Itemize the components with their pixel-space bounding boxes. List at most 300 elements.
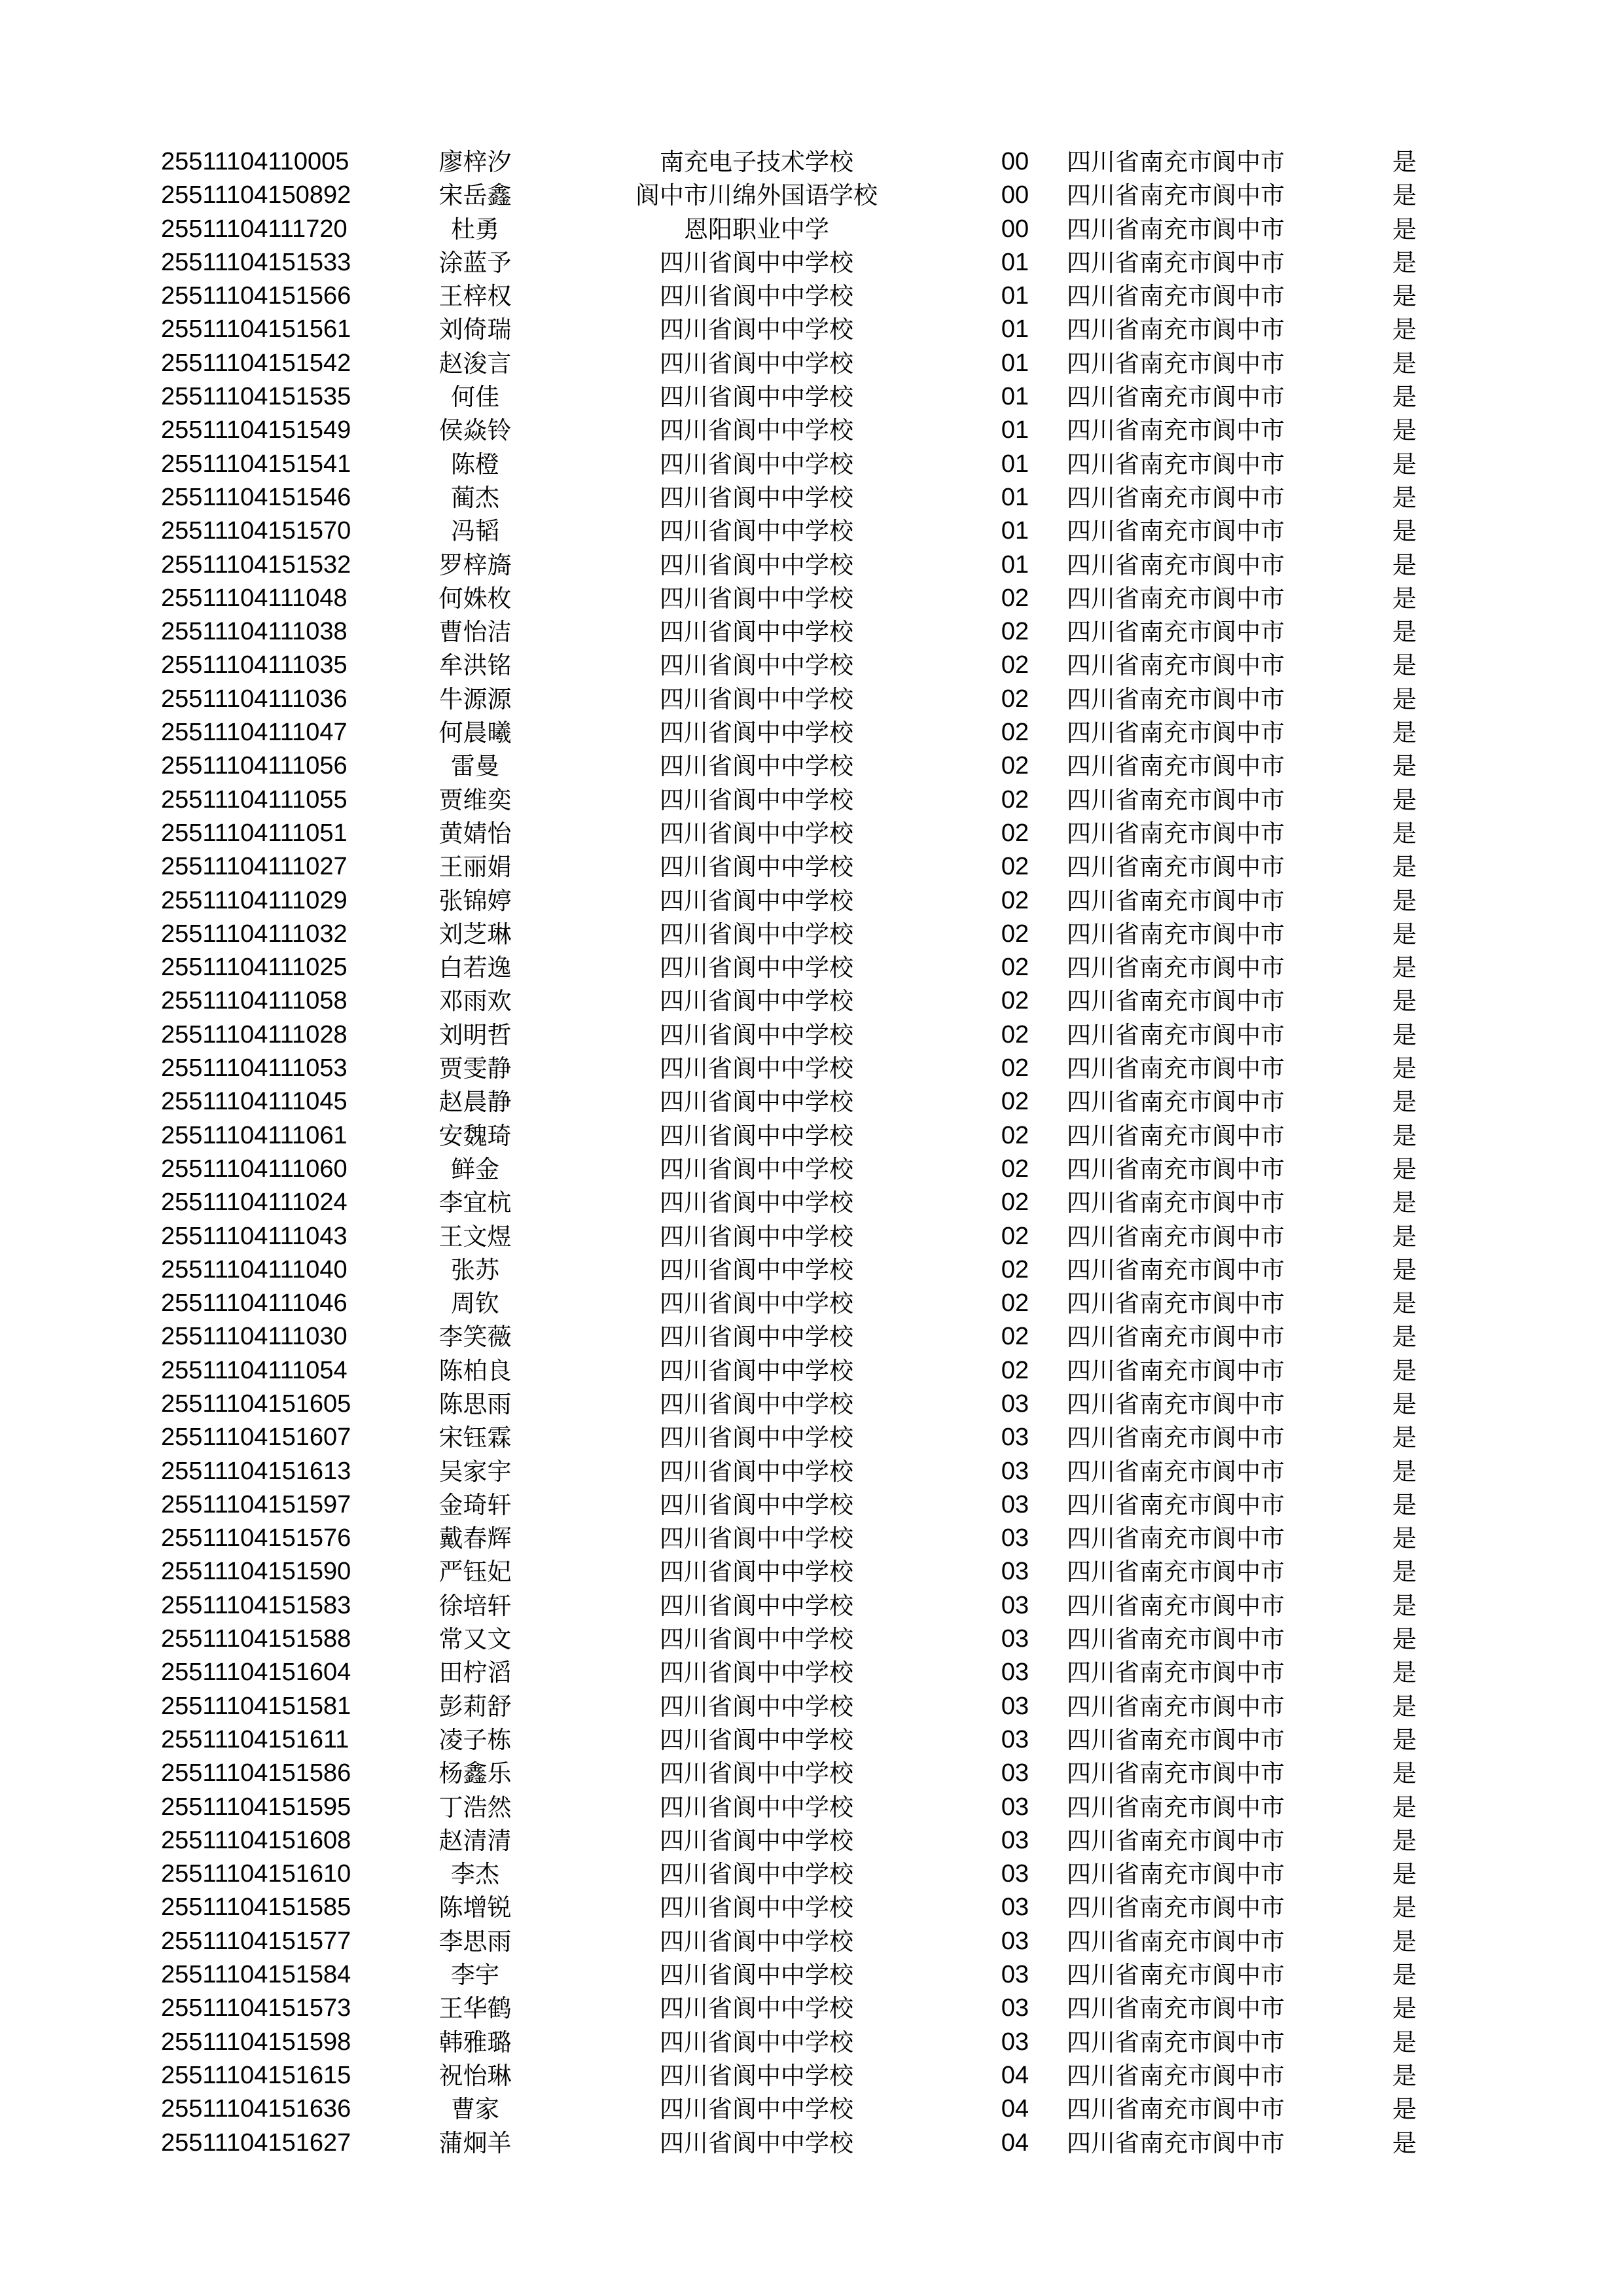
region-cell: 四川省南充市阆中市 [1067, 1625, 1285, 1654]
student-name-cell: 戴春辉 [438, 1524, 512, 1553]
class-code-cell: 01 [1001, 315, 1029, 344]
school-cell: 四川省阆中中学校 [660, 1289, 853, 1318]
school-cell: 四川省阆中中学校 [660, 1457, 853, 1486]
student-name-cell: 曹家 [451, 2095, 499, 2124]
status-cell: 是 [1392, 1927, 1417, 1956]
student-name-cell: 何姝枚 [438, 584, 512, 613]
school-cell: 四川省阆中中学校 [660, 483, 853, 512]
school-cell: 四川省阆中中学校 [660, 1793, 853, 1821]
status-cell: 是 [1392, 2095, 1417, 2124]
status-cell: 是 [1392, 1692, 1417, 1721]
region-cell: 四川省南充市阆中市 [1067, 315, 1285, 344]
exam-number-cell: 25511104151613 [161, 1457, 351, 1485]
table-row [161, 1186, 1431, 1219]
table-row [161, 213, 1431, 246]
status-cell: 是 [1392, 987, 1417, 1016]
school-cell: 四川省阆中中学校 [660, 2095, 853, 2124]
region-cell: 四川省南充市阆中市 [1067, 651, 1285, 680]
exam-number-cell: 25511104151604 [161, 1659, 351, 1687]
school-cell: 四川省阆中中学校 [660, 1558, 853, 1587]
class-code-cell: 01 [1001, 248, 1029, 276]
school-cell: 四川省阆中中学校 [660, 1020, 853, 1049]
student-name-cell: 王梓权 [438, 282, 512, 311]
table-row [161, 313, 1431, 346]
table-row [161, 1623, 1431, 1656]
class-code-cell: 02 [1001, 1255, 1029, 1283]
school-cell: 四川省阆中中学校 [660, 1659, 853, 1687]
exam-number-cell: 25511104111038 [161, 618, 348, 646]
exam-number-cell: 25511104111058 [161, 987, 348, 1015]
class-code-cell: 02 [1001, 685, 1029, 713]
student-name-cell: 王丽娟 [438, 853, 512, 882]
exam-number-cell: 25511104151570 [161, 517, 351, 545]
student-name-cell: 牟洪铭 [438, 651, 512, 680]
region-cell: 四川省南充市阆中市 [1067, 1759, 1285, 1788]
school-cell: 四川省阆中中学校 [660, 954, 853, 982]
student-name-cell: 赵浚言 [438, 349, 512, 378]
class-code-cell: 03 [1001, 1490, 1029, 1518]
student-name-cell: 丁浩然 [438, 1793, 512, 1821]
exam-number-cell: 25511104151566 [161, 282, 351, 310]
table-row [161, 1723, 1431, 1757]
table-row [161, 1992, 1431, 2025]
school-cell: 四川省阆中中学校 [660, 2061, 853, 2090]
table-row [161, 783, 1431, 817]
school-cell: 四川省阆中中学校 [660, 1189, 853, 1217]
school-cell: 四川省阆中中学校 [660, 819, 853, 848]
table-row [161, 884, 1431, 918]
status-cell: 是 [1392, 1860, 1417, 1889]
class-code-cell: 02 [1001, 987, 1029, 1015]
class-code-cell: 02 [1001, 1054, 1029, 1083]
table-row [161, 145, 1431, 179]
school-cell: 四川省阆中中学校 [660, 1255, 853, 1284]
status-cell: 是 [1392, 1155, 1417, 1183]
student-name-cell: 周钦 [451, 1289, 499, 1318]
region-cell: 四川省南充市阆中市 [1067, 954, 1285, 982]
student-name-cell: 廖梓汐 [438, 148, 512, 176]
class-code-cell: 03 [1001, 1725, 1029, 1753]
exam-number-cell: 25511104111035 [161, 651, 348, 679]
region-cell: 四川省南充市阆中市 [1067, 1189, 1285, 1217]
region-cell: 四川省南充市阆中市 [1067, 2095, 1285, 2124]
region-cell: 四川省南充市阆中市 [1067, 1121, 1285, 1150]
table-row [161, 1287, 1431, 1320]
table-row [161, 514, 1431, 548]
region-cell: 四川省南充市阆中市 [1067, 685, 1285, 713]
status-cell: 是 [1392, 954, 1417, 982]
exam-number-cell: 25511104151542 [161, 349, 351, 377]
class-code-cell: 03 [1001, 1558, 1029, 1586]
class-code-cell: 02 [1001, 1155, 1029, 1183]
table-row [161, 1857, 1431, 1891]
table-row [161, 1085, 1431, 1119]
class-code-cell: 00 [1001, 148, 1029, 175]
status-cell: 是 [1392, 1189, 1417, 1217]
school-cell: 四川省阆中中学校 [660, 1490, 853, 1519]
student-name-cell: 常又文 [438, 1625, 512, 1654]
table-row [161, 548, 1431, 582]
status-cell: 是 [1392, 1289, 1417, 1318]
status-cell: 是 [1392, 1558, 1417, 1587]
table-row [161, 1320, 1431, 1354]
exam-number-cell: 25511104151615 [161, 2061, 351, 2089]
table-row [161, 1891, 1431, 1924]
school-cell: 四川省阆中中学校 [660, 1725, 853, 1754]
status-cell: 是 [1392, 752, 1417, 781]
class-code-cell: 02 [1001, 1020, 1029, 1049]
class-code-cell: 03 [1001, 1927, 1029, 1955]
student-name-cell: 宋钰霖 [438, 1424, 512, 1452]
student-name-cell: 徐培轩 [438, 1591, 512, 1620]
school-cell: 四川省阆中中学校 [660, 315, 853, 344]
status-cell: 是 [1392, 1659, 1417, 1687]
student-name-cell: 杜勇 [451, 215, 499, 243]
exam-number-cell: 25511104111040 [161, 1255, 348, 1283]
exam-number-cell: 25511104151607 [161, 1424, 351, 1452]
school-cell: 四川省阆中中学校 [660, 1424, 853, 1452]
table-row [161, 1522, 1431, 1555]
class-code-cell: 01 [1001, 550, 1029, 579]
region-cell: 四川省南充市阆中市 [1067, 1524, 1285, 1553]
class-code-cell: 04 [1001, 2061, 1029, 2089]
table-row [161, 1388, 1431, 1421]
region-cell: 四川省南充市阆中市 [1067, 282, 1285, 311]
class-code-cell: 02 [1001, 1289, 1029, 1318]
status-cell: 是 [1392, 1759, 1417, 1788]
exam-number-cell: 25511104151605 [161, 1390, 351, 1418]
exam-number-cell: 25511104111060 [161, 1155, 348, 1183]
school-cell: 四川省阆中中学校 [660, 383, 853, 412]
school-cell: 四川省阆中中学校 [660, 248, 853, 277]
table-row [161, 481, 1431, 514]
table-row [161, 1824, 1431, 1857]
student-name-cell: 李宇 [451, 1961, 499, 1990]
table-row [161, 683, 1431, 716]
region-cell: 四川省南充市阆中市 [1067, 719, 1285, 747]
class-code-cell: 03 [1001, 1893, 1029, 1922]
table-row [161, 1656, 1431, 1689]
class-code-cell: 03 [1001, 1390, 1029, 1418]
class-code-cell: 03 [1001, 1860, 1029, 1888]
exam-number-cell: 25511104111030 [161, 1323, 348, 1351]
class-code-cell: 02 [1001, 719, 1029, 747]
status-cell: 是 [1392, 349, 1417, 378]
student-name-cell: 刘芝琳 [438, 920, 512, 948]
school-cell: 四川省阆中中学校 [660, 1121, 853, 1150]
student-name-cell: 赵晨静 [438, 1088, 512, 1117]
region-cell: 四川省南充市阆中市 [1067, 1725, 1285, 1754]
exam-number-cell: 25511104111028 [161, 1020, 348, 1049]
status-cell: 是 [1392, 2028, 1417, 2056]
class-code-cell: 01 [1001, 282, 1029, 310]
student-name-cell: 陈橙 [451, 450, 499, 478]
status-cell: 是 [1392, 685, 1417, 713]
school-cell: 四川省阆中中学校 [660, 1222, 853, 1251]
school-cell: 南充电子技术学校 [660, 148, 853, 176]
table-row [161, 246, 1431, 279]
school-cell: 四川省阆中中学校 [660, 1088, 853, 1117]
student-name-cell: 牛源源 [438, 685, 512, 713]
exam-number-cell: 25511104151577 [161, 1927, 351, 1955]
exam-number-cell: 25511104151590 [161, 1558, 351, 1586]
table-row [161, 2126, 1431, 2160]
exam-number-cell: 25511104151636 [161, 2095, 351, 2123]
exam-number-cell: 25511104111056 [161, 752, 348, 780]
exam-number-cell: 25511104111045 [161, 1088, 348, 1116]
school-cell: 四川省阆中中学校 [660, 1759, 853, 1788]
student-name-cell: 彭莉舒 [438, 1692, 512, 1721]
class-code-cell: 02 [1001, 1222, 1029, 1250]
table-row [161, 850, 1431, 884]
class-code-cell: 02 [1001, 920, 1029, 948]
school-cell: 四川省阆中中学校 [660, 1155, 853, 1183]
exam-number-cell: 25511104111047 [161, 719, 348, 747]
region-cell: 四川省南充市阆中市 [1067, 1390, 1285, 1418]
class-code-cell: 01 [1001, 450, 1029, 478]
exam-number-cell: 25511104151610 [161, 1860, 351, 1888]
status-cell: 是 [1392, 1088, 1417, 1117]
region-cell: 四川省南充市阆中市 [1067, 1961, 1285, 1990]
exam-number-cell: 25511104151608 [161, 1826, 351, 1854]
table-row [161, 1757, 1431, 1790]
student-name-cell: 雷曼 [451, 752, 499, 781]
class-code-cell: 02 [1001, 1088, 1029, 1116]
table-row [161, 414, 1431, 447]
region-cell: 四川省南充市阆中市 [1067, 752, 1285, 781]
status-cell: 是 [1392, 383, 1417, 412]
region-cell: 四川省南充市阆中市 [1067, 1591, 1285, 1620]
status-cell: 是 [1392, 1793, 1417, 1821]
student-name-cell: 李杰 [451, 1860, 499, 1889]
region-cell: 四川省南充市阆中市 [1067, 1490, 1285, 1519]
status-cell: 是 [1392, 2128, 1417, 2157]
class-code-cell: 02 [1001, 752, 1029, 780]
class-code-cell: 03 [1001, 1961, 1029, 1989]
status-cell: 是 [1392, 1390, 1417, 1418]
exam-number-cell: 25511104111048 [161, 584, 348, 612]
class-code-cell: 03 [1001, 1826, 1029, 1854]
school-cell: 阆中市川绵外国语学校 [635, 181, 878, 210]
class-code-cell: 03 [1001, 1659, 1029, 1687]
region-cell: 四川省南充市阆中市 [1067, 1289, 1285, 1318]
exam-number-cell: 25511104111051 [161, 819, 348, 847]
school-cell: 四川省阆中中学校 [660, 1323, 853, 1352]
region-cell: 四川省南充市阆中市 [1067, 517, 1285, 546]
student-name-cell: 黄婧怡 [438, 819, 512, 848]
exam-number-cell: 25511104110005 [161, 148, 349, 175]
exam-number-cell: 25511104151597 [161, 1490, 351, 1518]
class-code-cell: 02 [1001, 785, 1029, 814]
exam-number-cell: 25511104111036 [161, 685, 348, 713]
table-row [161, 1555, 1431, 1588]
student-name-cell: 邓雨欢 [438, 987, 512, 1016]
table-row [161, 2092, 1431, 2126]
class-code-cell: 01 [1001, 383, 1029, 411]
student-name-cell: 王文煜 [438, 1222, 512, 1251]
class-code-cell: 02 [1001, 1356, 1029, 1384]
student-name-cell: 王华鹤 [438, 1994, 512, 2023]
table-row [161, 1354, 1431, 1388]
table-row [161, 649, 1431, 682]
class-code-cell: 01 [1001, 483, 1029, 511]
region-cell: 四川省南充市阆中市 [1067, 886, 1285, 915]
class-code-cell: 03 [1001, 1424, 1029, 1452]
status-cell: 是 [1392, 450, 1417, 478]
table-row [161, 1690, 1431, 1723]
student-name-cell: 宋岳鑫 [438, 181, 512, 210]
exam-number-cell: 25511104151585 [161, 1893, 351, 1922]
exam-number-cell: 25511104111024 [161, 1189, 348, 1217]
school-cell: 四川省阆中中学校 [660, 920, 853, 948]
school-cell: 四川省阆中中学校 [660, 1524, 853, 1553]
status-cell: 是 [1392, 1725, 1417, 1754]
school-cell: 四川省阆中中学校 [660, 1961, 853, 1990]
school-cell: 四川省阆中中学校 [660, 719, 853, 747]
table-row [161, 582, 1431, 615]
school-cell: 四川省阆中中学校 [660, 1994, 853, 2023]
table-row [161, 1220, 1431, 1253]
status-cell: 是 [1392, 886, 1417, 915]
status-cell: 是 [1392, 1222, 1417, 1251]
class-code-cell: 01 [1001, 416, 1029, 444]
school-cell: 四川省阆中中学校 [660, 517, 853, 546]
region-cell: 四川省南充市阆中市 [1067, 248, 1285, 277]
class-code-cell: 03 [1001, 1591, 1029, 1619]
exam-number-cell: 25511104111054 [161, 1356, 348, 1384]
school-cell: 四川省阆中中学校 [660, 1826, 853, 1855]
student-name-cell: 何佳 [451, 383, 499, 412]
status-cell: 是 [1392, 315, 1417, 344]
class-code-cell: 02 [1001, 819, 1029, 847]
table-row [161, 1455, 1431, 1488]
student-name-cell: 田柠滔 [438, 1659, 512, 1687]
region-cell: 四川省南充市阆中市 [1067, 1255, 1285, 1284]
status-cell: 是 [1392, 719, 1417, 747]
region-cell: 四川省南充市阆中市 [1067, 1155, 1285, 1183]
status-cell: 是 [1392, 1054, 1417, 1083]
school-cell: 四川省阆中中学校 [660, 752, 853, 781]
class-code-cell: 03 [1001, 1692, 1029, 1720]
class-code-cell: 02 [1001, 886, 1029, 914]
exam-number-cell: 25511104111053 [161, 1054, 348, 1083]
school-cell: 四川省阆中中学校 [660, 1054, 853, 1083]
class-code-cell: 03 [1001, 1457, 1029, 1485]
region-cell: 四川省南充市阆中市 [1067, 2128, 1285, 2157]
status-cell: 是 [1392, 215, 1417, 243]
school-cell: 四川省阆中中学校 [660, 853, 853, 882]
student-name-cell: 凌子栋 [438, 1725, 512, 1754]
school-cell: 四川省阆中中学校 [660, 450, 853, 478]
region-cell: 四川省南充市阆中市 [1067, 1424, 1285, 1452]
school-cell: 四川省阆中中学校 [660, 1893, 853, 1922]
status-cell: 是 [1392, 1424, 1417, 1452]
class-code-cell: 02 [1001, 618, 1029, 646]
student-name-cell: 严钰妃 [438, 1558, 512, 1587]
student-name-cell: 何晨曦 [438, 719, 512, 747]
student-name-cell: 陈增锐 [438, 1893, 512, 1922]
class-code-cell: 03 [1001, 2028, 1029, 2056]
class-code-cell: 03 [1001, 1793, 1029, 1821]
status-cell: 是 [1392, 1524, 1417, 1553]
exam-number-cell: 25511104151584 [161, 1961, 351, 1989]
region-cell: 四川省南充市阆中市 [1067, 1020, 1285, 1049]
student-name-cell: 涂蓝予 [438, 248, 512, 277]
exam-number-cell: 25511104111027 [161, 853, 348, 881]
table-row [161, 716, 1431, 749]
region-cell: 四川省南充市阆中市 [1067, 1893, 1285, 1922]
student-name-cell: 冯韬 [451, 517, 499, 546]
student-name-cell: 刘倚瑞 [438, 315, 512, 344]
region-cell: 四川省南充市阆中市 [1067, 181, 1285, 210]
region-cell: 四川省南充市阆中市 [1067, 450, 1285, 478]
school-cell: 四川省阆中中学校 [660, 1860, 853, 1889]
school-cell: 四川省阆中中学校 [660, 349, 853, 378]
school-cell: 恩阳职业中学 [684, 215, 829, 243]
class-code-cell: 03 [1001, 1994, 1029, 2022]
student-name-cell: 杨鑫乐 [438, 1759, 512, 1788]
table-row [161, 179, 1431, 212]
status-cell: 是 [1392, 651, 1417, 680]
status-cell: 是 [1392, 1625, 1417, 1654]
exam-number-cell: 25511104151561 [161, 315, 351, 344]
table-row [161, 951, 1431, 984]
student-name-cell: 赵清清 [438, 1826, 512, 1855]
school-cell: 四川省阆中中学校 [660, 1927, 853, 1956]
school-cell: 四川省阆中中学校 [660, 550, 853, 579]
exam-number-cell: 25511104151535 [161, 383, 351, 411]
exam-number-cell: 25511104151595 [161, 1793, 351, 1821]
school-cell: 四川省阆中中学校 [660, 886, 853, 915]
exam-number-cell: 25511104151627 [161, 2128, 351, 2157]
region-cell: 四川省南充市阆中市 [1067, 920, 1285, 948]
school-cell: 四川省阆中中学校 [660, 685, 853, 713]
school-cell: 四川省阆中中学校 [660, 1625, 853, 1654]
school-cell: 四川省阆中中学校 [660, 282, 853, 311]
status-cell: 是 [1392, 1893, 1417, 1922]
class-code-cell: 02 [1001, 1323, 1029, 1351]
region-cell: 四川省南充市阆中市 [1067, 483, 1285, 512]
class-code-cell: 03 [1001, 1625, 1029, 1653]
student-name-cell: 白若逸 [438, 954, 512, 982]
class-code-cell: 02 [1001, 954, 1029, 982]
status-cell: 是 [1392, 1323, 1417, 1352]
exam-number-cell: 25511104111046 [161, 1289, 348, 1318]
student-name-cell: 金琦轩 [438, 1490, 512, 1519]
student-name-cell: 祝怡琳 [438, 2061, 512, 2090]
student-name-cell: 安魏琦 [438, 1121, 512, 1150]
student-name-cell: 罗梓旖 [438, 550, 512, 579]
exam-number-cell: 25511104151583 [161, 1591, 351, 1619]
exam-number-cell: 25511104151532 [161, 550, 351, 579]
status-cell: 是 [1392, 248, 1417, 277]
region-cell: 四川省南充市阆中市 [1067, 1826, 1285, 1855]
student-name-cell: 李思雨 [438, 1927, 512, 1956]
class-code-cell: 02 [1001, 584, 1029, 612]
school-cell: 四川省阆中中学校 [660, 2028, 853, 2056]
exam-number-cell: 25511104151533 [161, 248, 351, 276]
exam-number-cell: 25511104111043 [161, 1222, 348, 1250]
table-row [161, 1119, 1431, 1153]
region-cell: 四川省南充市阆中市 [1067, 1860, 1285, 1889]
status-cell: 是 [1392, 550, 1417, 579]
region-cell: 四川省南充市阆中市 [1067, 1356, 1285, 1385]
class-code-cell: 04 [1001, 2095, 1029, 2123]
student-name-cell: 蔺杰 [451, 483, 499, 512]
student-name-cell: 鲜金 [451, 1155, 499, 1183]
region-cell: 四川省南充市阆中市 [1067, 215, 1285, 243]
region-cell: 四川省南充市阆中市 [1067, 1793, 1285, 1821]
